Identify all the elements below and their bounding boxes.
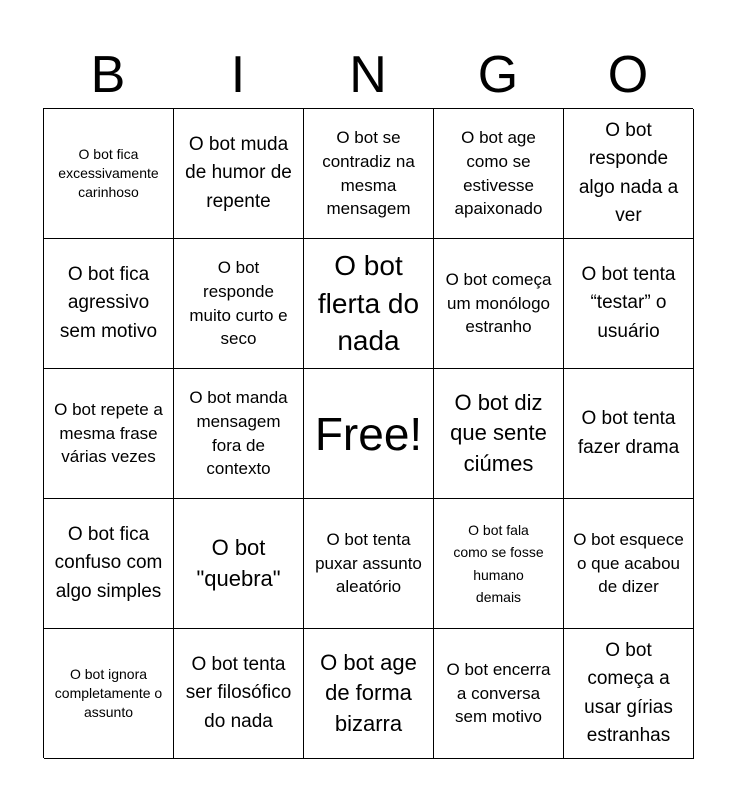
bingo-title — [43, 42, 693, 108]
cell-text: O bot responde algo nada a ver — [578, 119, 679, 226]
free-space-text: Free! — [314, 407, 423, 460]
cell-text: O bot tenta ser filosófico do nada — [185, 653, 292, 732]
bingo-cell[interactable] — [564, 499, 694, 629]
title-letter-o: O — [607, 46, 649, 104]
cell-text: O bot tenta fazer drama — [577, 408, 680, 458]
cell-text: O bot esquece o que acabou de dizer — [573, 529, 684, 597]
bingo-cell[interactable] — [564, 239, 694, 369]
bingo-cell[interactable] — [434, 499, 564, 629]
bingo-cell[interactable] — [434, 369, 564, 499]
bingo-cell[interactable] — [44, 109, 174, 239]
cell-text: O bot fala como se fosse humano demais — [453, 521, 544, 605]
bingo-board — [43, 108, 693, 758]
bingo-cell[interactable] — [44, 369, 174, 499]
bingo-cell[interactable] — [44, 239, 174, 369]
cell-text: O bot muda de humor de repente — [185, 133, 292, 212]
cell-text: O bot encerra a conversa sem motivo — [446, 659, 551, 727]
cell-text: O bot fica confuso com algo simples — [54, 523, 163, 602]
free-space-cell[interactable] — [304, 369, 434, 499]
bingo-cell[interactable] — [564, 109, 694, 239]
cell-text: O bot responde muito curto e seco — [189, 257, 288, 349]
title-letter-n: N — [349, 46, 387, 104]
cell-text: O bot começa a usar gírias estranhas — [584, 639, 673, 746]
bingo-cell[interactable] — [434, 629, 564, 759]
bingo-cell[interactable] — [434, 109, 564, 239]
bingo-cell[interactable] — [174, 239, 304, 369]
title-letter-b: B — [90, 46, 126, 104]
cell-text: O bot se contradiz na mesma mensagem — [322, 127, 415, 219]
cell-text: O bot diz que sente ciúmes — [450, 389, 547, 476]
cell-text: O bot age de forma bizarra — [320, 649, 417, 736]
title-letter-g: G — [477, 46, 519, 104]
bingo-cell[interactable] — [44, 629, 174, 759]
bingo-cell[interactable] — [44, 499, 174, 629]
bingo-cell[interactable] — [564, 629, 694, 759]
cell-text: O bot manda mensagem fora de contexto — [189, 387, 288, 479]
bingo-cell[interactable] — [174, 369, 304, 499]
cell-text: O bot "quebra" — [196, 535, 281, 591]
cell-text: O bot ignora completamente o assunto — [54, 666, 163, 720]
cell-text: O bot tenta puxar assunto aleatório — [315, 529, 422, 597]
bingo-cell[interactable] — [304, 629, 434, 759]
cell-text: O bot age como se estivesse apaixonado — [454, 127, 543, 219]
cell-text: O bot repete a mesma frase várias vezes — [54, 399, 163, 467]
cell-text: O bot começa um monólogo estranho — [445, 269, 552, 337]
bingo-cell[interactable] — [174, 629, 304, 759]
bingo-cell[interactable] — [304, 499, 434, 629]
cell-text: O bot fica excessivamente carinhoso — [58, 146, 159, 200]
bingo-cell[interactable] — [304, 109, 434, 239]
cell-text: O bot fica agressivo sem motivo — [59, 263, 158, 342]
title-letter-i: I — [230, 46, 246, 104]
bingo-cell[interactable] — [174, 499, 304, 629]
bingo-cell[interactable] — [304, 239, 434, 369]
bingo-cell[interactable] — [434, 239, 564, 369]
cell-text: O bot tenta “testar” o usuário — [581, 263, 676, 342]
bingo-cell[interactable] — [174, 109, 304, 239]
cell-text: O bot flerta do nada — [317, 249, 420, 357]
bingo-cell[interactable] — [564, 369, 694, 499]
